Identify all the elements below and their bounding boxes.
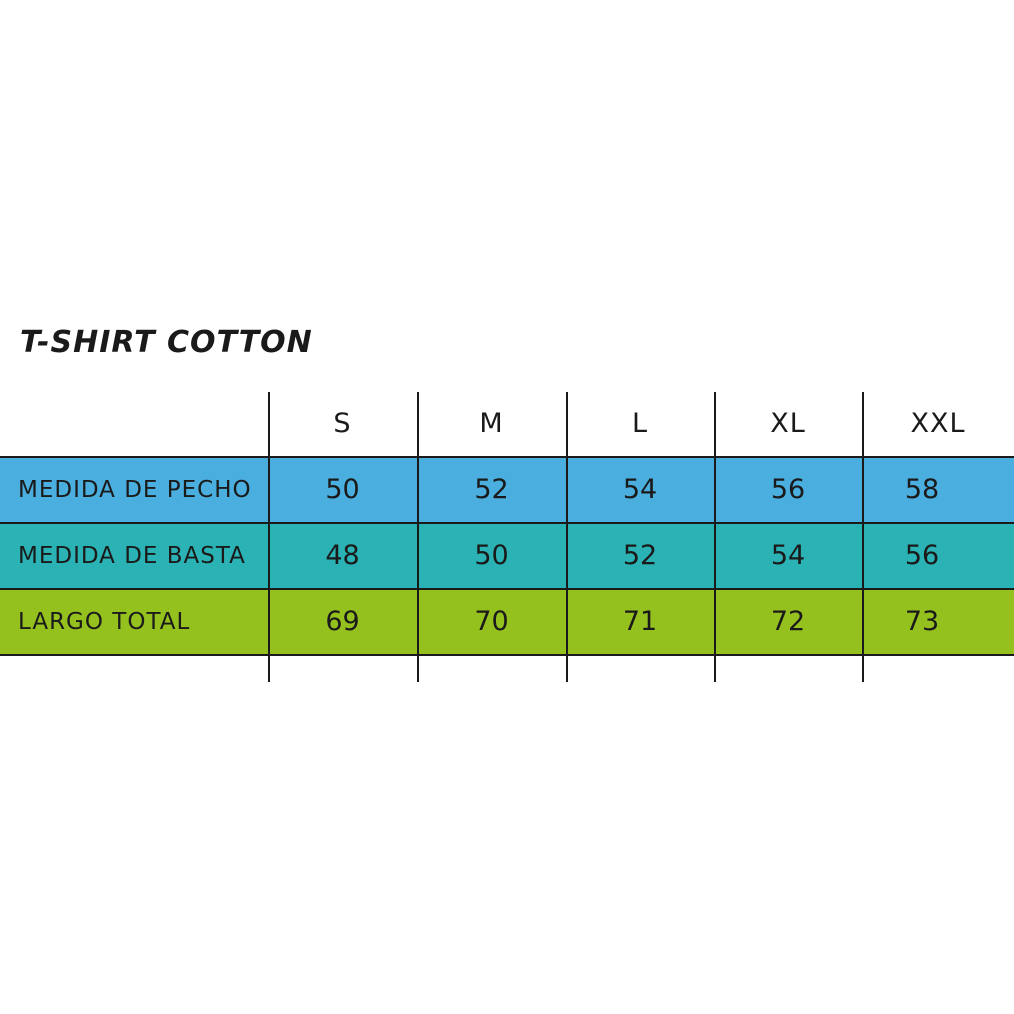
table-header-s: S — [333, 408, 352, 439]
cell-basta-xl: 54 — [770, 540, 806, 571]
cell-largo-xxl: 73 — [904, 606, 940, 637]
cell-basta-s: 48 — [325, 540, 360, 571]
cell-basta-l: 52 — [622, 540, 658, 571]
cell-pecho-m: 52 — [474, 474, 509, 505]
cell-pecho-l: 54 — [622, 474, 658, 505]
cell-pecho-xl: 56 — [770, 474, 806, 505]
cell-largo-l: 71 — [622, 606, 658, 637]
cell-pecho-s: 50 — [325, 474, 360, 505]
table-header-l: L — [631, 408, 649, 439]
table-row: LARGO TOTAL — [18, 609, 191, 635]
table-row: MEDIDA DE BASTA — [18, 543, 246, 569]
table-header-xl: XL — [770, 408, 806, 439]
cell-largo-xl: 72 — [770, 606, 806, 637]
table-header-m: M — [479, 408, 504, 439]
cell-largo-m: 70 — [474, 606, 509, 637]
table-row: MEDIDA DE PECHO — [18, 477, 252, 503]
size-table — [0, 392, 1014, 682]
cell-basta-m: 50 — [474, 540, 509, 571]
table-header-xxl: XXL — [910, 408, 966, 439]
cell-largo-s: 69 — [325, 606, 360, 637]
page-title: T-SHIRT COTTON — [20, 325, 313, 360]
cell-basta-xxl: 56 — [904, 540, 940, 571]
cell-pecho-xxl: 58 — [904, 474, 940, 505]
